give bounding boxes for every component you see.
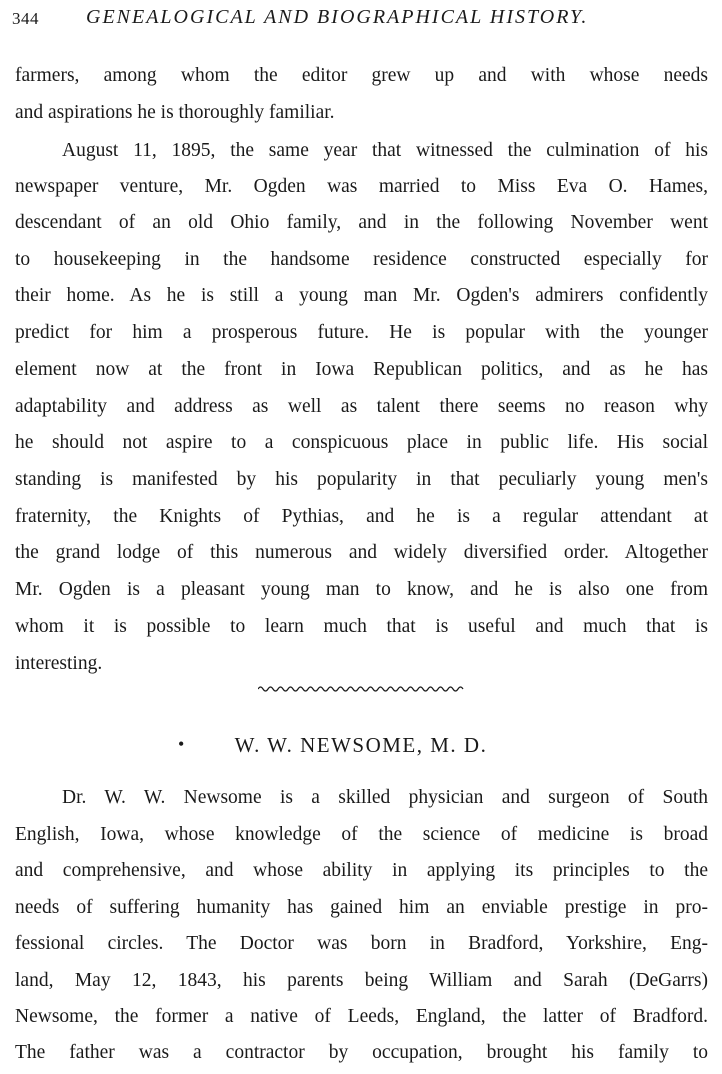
text-line: the grand lodge of this numerous and widely diversified order. Altogether [15, 542, 708, 563]
text-line: he should not aspire to a conspicuous place in public life. His social [15, 432, 708, 453]
text-line: The father was a contractor by occupation, brought his family to [15, 1042, 708, 1063]
text-line: needs of suffering humanity has gained him an enviable prestige in pro- [15, 897, 708, 918]
text-line: to housekeeping in the handsome residence constructed especially for [15, 249, 708, 270]
text-line: Dr. W. W. Newsome is a skilled physician and surgeon of South [62, 787, 708, 808]
text-line: newspaper venture, Mr. Ogden was married to Miss Eva O. Hames, [15, 176, 708, 197]
text-line: predict for him a prosperous future. He is popular with the younger [15, 322, 708, 343]
bullet-mark: • [178, 734, 185, 754]
text-line: land, May 12, 1843, his parents being William and Sarah (DeGarrs) [15, 970, 708, 991]
text-line: adaptability and address as well as talent there seems no reason why [15, 396, 708, 417]
section-divider [258, 684, 464, 694]
text-line: descendant of an old Ohio family, and in the following November went [15, 212, 708, 233]
section-heading: W. W. NEWSOME, M. D. [234, 733, 488, 757]
running-header [12, 6, 708, 32]
text-line: and comprehensive, and whose ability in applying its principles to the [15, 860, 708, 881]
text-line: standing is manifested by his popularity in that peculiarly young men's [15, 469, 708, 490]
running-head-title: GENEALOGICAL AND BIOGRAPHICAL HISTORY. [86, 6, 589, 28]
text-line: whom it is possible to learn much that is useful and much that is [15, 616, 708, 637]
page-number: 344 [12, 9, 39, 28]
text-line: Newsome, the former a native of Leeds, England, the latter of Bradford. [15, 1006, 708, 1027]
text-line: and aspirations he is thoroughly familiar. [15, 102, 335, 123]
text-line: fessional circles. The Doctor was born in Bradford, Yorkshire, Eng- [15, 933, 708, 954]
text-line: August 11, 1895, the same year that witnessed the culmination of his [62, 140, 708, 161]
text-line: interesting. [15, 653, 103, 674]
text-line: Mr. Ogden is a pleasant young man to know, and he is also one from [15, 579, 708, 600]
text-line: element now at the front in Iowa Republican politics, and as he has [15, 359, 708, 380]
text-line: farmers, among whom the editor grew up and with whose needs [15, 65, 708, 86]
text-line: English, Iowa, whose knowledge of the science of medicine is broad [15, 824, 708, 845]
text-line: fraternity, the Knights of Pythias, and he is a regular attendant at [15, 506, 708, 527]
text-line: their home. As he is still a young man Mr. Ogden's admirers confidently [15, 285, 708, 306]
